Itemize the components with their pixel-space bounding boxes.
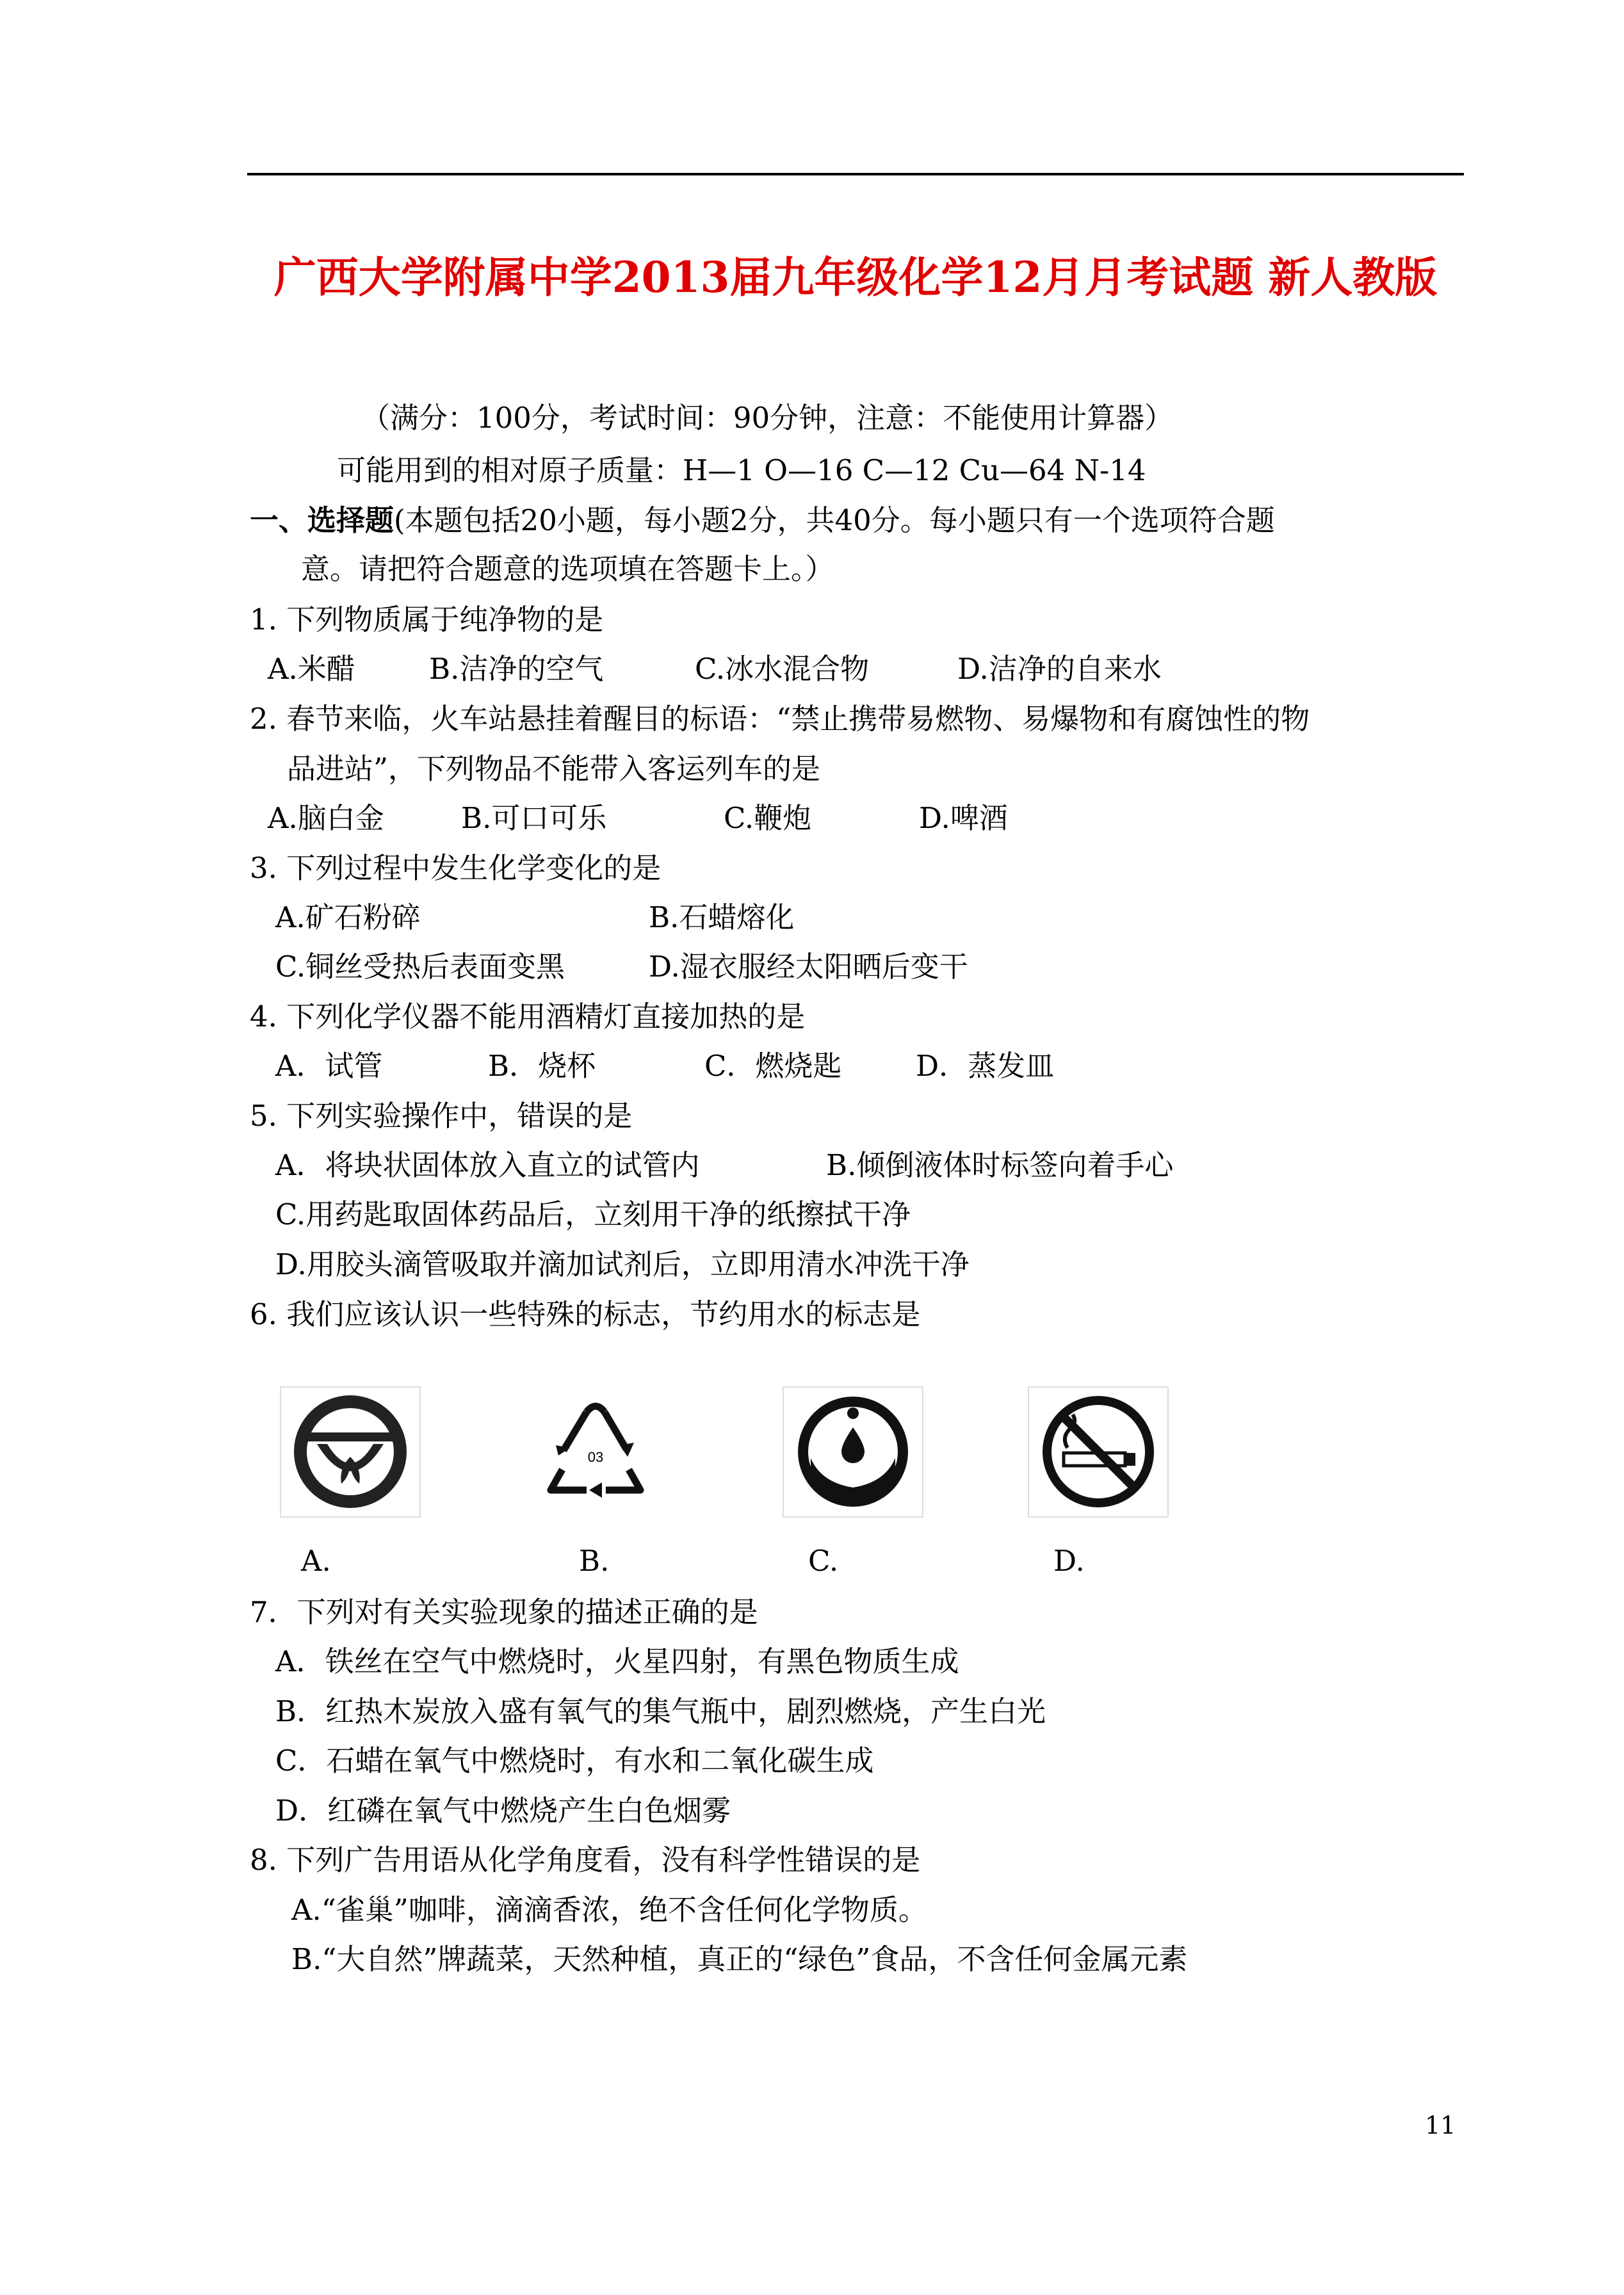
q8-option-b: B.“大自然”牌蔬菜，天然种植，真正的“绿色”食品，不含任何金属元素 (291, 1942, 1188, 1976)
q7-option-d: D．红磷在氧气中燃烧产生白色烟雾 (275, 1794, 731, 1828)
question-4-stem: 4. 下列化学仪器不能用酒精灯直接加热的是 (250, 1000, 806, 1034)
q1-option-b: B.洁净的空气 (429, 652, 604, 686)
q1-option-a: A.米醋 (268, 652, 355, 686)
q5-option-c: C.用药匙取固体药品后，立刻用干净的纸擦拭干净 (275, 1197, 911, 1231)
section-desc-line2: 意。请把符合题意的选项填在答题卡上。） (301, 552, 834, 586)
question-1-stem: 1. 下列物质属于纯净物的是 (250, 603, 604, 637)
q6-option-a: A. (301, 1544, 331, 1578)
q7-option-a: A．铁丝在空气中燃烧时，火星四射，有黑色物质生成 (275, 1644, 959, 1678)
page-title: 广西大学附属中学2013届九年级化学12月月考试题 新人教版 (273, 252, 1438, 302)
q5-option-d: D.用胶头滴管吸取并滴加试剂后，立即用清水冲洗干净 (275, 1247, 970, 1281)
section-heading-line (250, 503, 1275, 537)
q6-option-c: C. (808, 1544, 839, 1578)
exam-note: （满分：100分，考试时间：90分钟，注意：不能使用计算器） (361, 401, 1174, 435)
header-rule (247, 173, 1464, 175)
q3-option-a: A.矿石粉碎 (275, 900, 421, 934)
question-7-stem: 7．下列对有关实验现象的描述正确的是 (250, 1595, 758, 1629)
section-desc: (本题包括20小题，每小题2分，共40分。每小题只有一个选项符合题 (394, 503, 1275, 537)
q7-option-b: B．红热木炭放入盛有氧气的集气瓶中，剧烈燃烧，产生白光 (275, 1694, 1046, 1728)
water-saving-icon (783, 1386, 923, 1518)
question-6-stem: 6. 我们应该认识一些特殊的标志，节约用水的标志是 (250, 1297, 921, 1331)
q2-option-a: A.脑白金 (268, 801, 384, 835)
q4-option-b: B．烧杯 (488, 1049, 596, 1083)
q1-option-d: D.洁净的自来水 (957, 652, 1162, 686)
q3-option-d: D.湿衣服经太阳晒后变干 (649, 950, 968, 984)
page-number: 11 (1425, 2111, 1456, 2139)
q8-option-a: A.“雀巢”咖啡，滴滴香浓，绝不含任何化学物质。 (291, 1893, 927, 1927)
atomic-masses: 可能用到的相对原子质量：H—1 O—16 C—12 Cu—64 N-14 (337, 453, 1146, 487)
q2-option-d: D.啤酒 (919, 801, 1008, 835)
question-2-stem-line1: 2. 春节来临，火车站悬挂着醒目的标语：“禁止携带易燃物、易爆物和有腐蚀性的物 (250, 702, 1310, 736)
q3-option-b: B.石蜡熔化 (649, 900, 795, 934)
q1-option-c: C.冰水混合物 (695, 652, 870, 686)
no-smoking-icon (1028, 1386, 1169, 1518)
q5-option-a: A．将块状固体放入直立的试管内 (275, 1148, 700, 1182)
q4-option-d: D．蒸发皿 (916, 1049, 1055, 1083)
q7-option-c: C．石蜡在氧气中燃烧时，有水和二氧化碳生成 (275, 1744, 874, 1778)
q2-option-b: B.可口可乐 (461, 801, 607, 835)
q2-option-c: C.鞭炮 (724, 801, 812, 835)
question-5-stem: 5. 下列实验操作中，错误的是 (250, 1099, 633, 1133)
question-8-stem: 8. 下列广告用语从化学角度看，没有科学性错误的是 (250, 1843, 921, 1877)
q6-option-b: B. (579, 1544, 610, 1578)
question-2-stem-line2: 品进站”，下列物品不能带入客运列车的是 (287, 752, 821, 786)
q4-option-a: A．试管 (275, 1049, 383, 1083)
quality-mark-icon (280, 1386, 421, 1518)
q3-option-c: C.铜丝受热后表面变黑 (275, 950, 565, 984)
q4-option-c: C．燃烧匙 (704, 1049, 842, 1083)
q6-option-d: D. (1053, 1544, 1085, 1578)
question-3-stem: 3. 下列过程中发生化学变化的是 (250, 851, 662, 885)
section-heading: 一、选择题 (250, 503, 394, 537)
q5-option-b: B.倾倒液体时标签向着手心 (826, 1148, 1174, 1182)
recycle-icon (525, 1386, 666, 1518)
recycle-code: 03 (587, 1449, 604, 1465)
